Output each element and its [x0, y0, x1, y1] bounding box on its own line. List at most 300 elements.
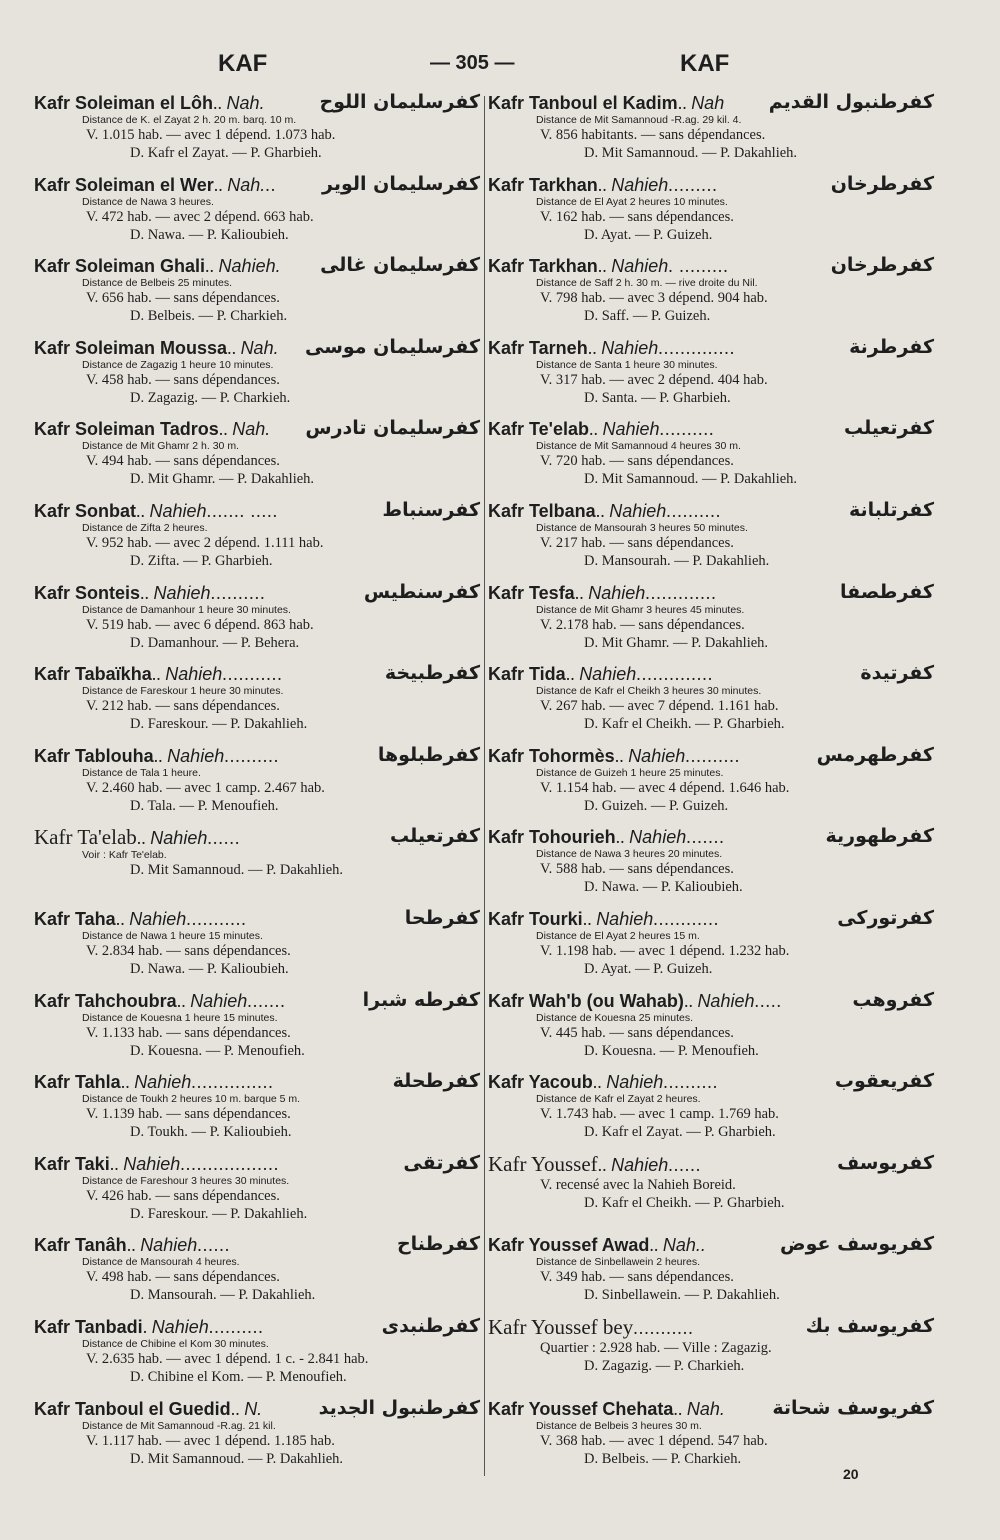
entry-population: V. 720 hab. — sans dépendances. — [540, 453, 734, 470]
leader-dots: ...... — [197, 1235, 231, 1256]
entry-name: Kafr Ta'elab — [34, 827, 137, 850]
entry-population: V. 349 hab. — sans dépendances. — [540, 1269, 734, 1286]
entry-population: V. 656 hab. — sans dépendances. — [86, 290, 280, 307]
entry-distance: Distance de Belbeis 25 minutes. — [82, 277, 232, 290]
left-column — [34, 93, 484, 1480]
arabic-name: كفرطنبول القديم — [768, 93, 934, 113]
entry-heading — [34, 338, 484, 359]
entry-name: Kafr Youssef Awad — [488, 1235, 650, 1256]
entry-heading — [34, 1317, 484, 1338]
entry-type: N. — [244, 1398, 263, 1419]
arabic-name: كفرطرنة — [849, 337, 934, 358]
arabic-name: كفرطه شبرا — [362, 990, 480, 1011]
leader-dots: ........... — [633, 1317, 694, 1338]
entry-population: V. 217 hab. — sans dépendances. — [540, 534, 734, 551]
leader-dots: ....... ..... — [206, 500, 279, 521]
entry-name: Kafr Tohourieh — [488, 827, 616, 848]
entry-type: Nahieh — [609, 500, 667, 521]
entry-separator: .. — [587, 337, 597, 358]
entry-district: D. Ayat. — P. Guizeh. — [584, 226, 713, 243]
entry-district: D. Guizeh. — P. Guizeh. — [584, 797, 729, 814]
entry-heading — [34, 909, 484, 930]
entry-population: V. 2.460 hab. — avec 1 camp. 2.467 hab. — [86, 779, 325, 796]
gazetteer-entry — [488, 419, 938, 501]
entry-separator: .. — [151, 664, 161, 685]
arabic-name: كفرتعيلب — [843, 419, 934, 440]
entry-population: V. 458 hab. — sans dépendances. — [86, 371, 280, 388]
leader-dots: ....... — [686, 827, 725, 848]
entry-heading — [488, 256, 938, 277]
entry-separator: .. — [614, 745, 624, 766]
entry-district: D. Kafr el Zayat. — P. Gharbieh. — [130, 145, 322, 161]
entry-district: D. Santa. — P. Gharbieh. — [584, 389, 731, 406]
entry-population: V. 2.834 hab. — sans dépendances. — [86, 942, 291, 959]
leader-dots: ...... — [668, 1154, 702, 1175]
entry-population: V. 952 hab. — avec 2 dépend. 1.111 hab. — [86, 534, 324, 551]
entry-separator: .. — [218, 419, 228, 440]
entry-district: D. Mit Samannoud. — P. Dakahlieh. — [584, 145, 798, 161]
entry-separator: .. — [565, 664, 575, 685]
entry-separator: .. — [597, 256, 607, 277]
entry-name: Kafr Soleiman el Wer — [34, 174, 214, 195]
entry-population: V. 212 hab. — sans dépendances. — [86, 698, 280, 715]
entry-heading — [34, 419, 484, 440]
entry-type: Nahieh — [151, 1316, 209, 1337]
gazetteer-entry — [488, 175, 938, 257]
entry-type: Nahieh — [134, 1072, 192, 1093]
entry-separator: .. — [136, 828, 146, 849]
gazetteer-entry — [34, 583, 484, 665]
entry-type: Nahieh — [601, 337, 659, 358]
entry-distance: Distance de Saff 2 h. 30 m. — rive droite du Nil. — [536, 277, 758, 290]
gazetteer-entry — [34, 175, 484, 257]
leader-dots: .......... — [666, 500, 722, 521]
leader-dots: ....... — [247, 990, 286, 1011]
entry-distance: Distance de Kafr el Zayat 2 heures. — [536, 1093, 701, 1106]
entry-district: D. Tala. — P. Menoufieh. — [130, 797, 279, 814]
entry-type: Nahieh — [149, 500, 207, 521]
entry-heading — [34, 1154, 484, 1175]
gazetteer-entry — [488, 501, 938, 583]
entry-population: V. 2.178 hab. — sans dépendances. — [540, 616, 745, 633]
arabic-name: كفرتقى — [403, 1153, 480, 1174]
entry-distance: Distance de Kouesna 25 minutes. — [536, 1011, 694, 1024]
entry-type: Nah. — [240, 337, 279, 358]
entry-type: Nah. — [232, 419, 271, 440]
entry-type: Nahieh — [150, 828, 208, 849]
entry-population: V. 1.133 hab. — sans dépendances. — [86, 1024, 291, 1041]
leader-dots: .............. — [636, 664, 714, 685]
gazetteer-entry — [488, 1072, 938, 1154]
entry-distance: Distance de Damanhour 1 heure 30 minutes. — [82, 603, 291, 616]
arabic-name: كفرسليمان اللوح — [319, 93, 480, 113]
entry-population: V. recensé avec la Nahieh Boreid. — [540, 1176, 736, 1193]
entry-type: Nahieh — [602, 419, 660, 440]
entry-heading — [34, 1399, 484, 1420]
entry-district: D. Saff. — P. Guizeh. — [584, 308, 711, 325]
entry-distance: Distance de Mit Ghamr 2 h. 30 m. — [82, 440, 239, 453]
entry-type: Nah — [691, 93, 725, 113]
gazetteer-entry — [34, 93, 484, 175]
leader-dots: ...... — [207, 828, 241, 849]
entry-distance: Distance de Belbeis 3 heures 30 m. — [536, 1419, 702, 1432]
gazetteer-entry — [488, 1317, 938, 1399]
entry-separator: .. — [126, 1235, 136, 1256]
entry-type: Nahieh — [628, 745, 686, 766]
entry-population: V. 588 hab. — sans dépendances. — [540, 861, 734, 878]
entry-population: V. 445 hab. — sans dépendances. — [540, 1024, 734, 1041]
entry-population: V. 1.198 hab. — avec 1 dépend. 1.232 hab. — [540, 942, 790, 959]
entry-separator: . — [142, 1316, 148, 1337]
gazetteer-entry — [488, 583, 938, 665]
entry-distance: Distance de Mansourah 4 heures. — [82, 1256, 240, 1269]
entry-separator: .. — [227, 337, 237, 358]
gazetteer-entry — [34, 256, 484, 338]
entry-heading — [488, 664, 938, 685]
entry-heading — [34, 175, 484, 196]
entry-heading — [34, 93, 484, 114]
entry-population: V. 494 hab. — sans dépendances. — [86, 453, 280, 470]
entry-name: Kafr Tida — [488, 664, 566, 685]
arabic-name: كفريوسف — [837, 1153, 934, 1174]
leader-dots: ............. — [645, 582, 717, 603]
entry-distance: Distance de Nawa 3 heures 20 minutes. — [536, 848, 723, 861]
entry-name: Kafr Tanboul el Guedid — [34, 1398, 231, 1419]
entry-heading — [34, 1072, 484, 1093]
entry-type: Nahieh — [167, 745, 225, 766]
entry-population: V. 1.117 hab. — avec 1 dépend. 1.185 hab. — [86, 1432, 335, 1449]
entry-name: Kafr Soleiman Moussa — [34, 337, 228, 358]
entry-population: V. 1.743 hab. — avec 1 camp. 1.769 hab. — [540, 1106, 779, 1123]
leader-dots: ........... — [222, 664, 283, 685]
entry-name: Kafr Soleiman Tadros — [34, 419, 219, 440]
gazetteer-entry — [34, 827, 484, 909]
entry-separator: .. — [115, 908, 125, 929]
entry-separator: .. — [649, 1235, 659, 1256]
arabic-name: كفرطصفا — [840, 582, 934, 603]
arabic-name: كفرسليمان غالى — [320, 256, 480, 277]
entry-district: D. Kafr el Cheikh. — P. Gharbieh. — [584, 1194, 785, 1211]
gazetteer-entry — [34, 1399, 484, 1481]
entry-type: Nahieh — [129, 908, 187, 929]
arabic-name: كفرسليمان تادرس — [305, 419, 480, 440]
entry-district: D. Nawa. — P. Kalioubieh. — [130, 960, 289, 977]
entry-distance: Distance de Nawa 1 heure 15 minutes. — [82, 929, 263, 942]
entry-name: Kafr Taki — [34, 1153, 110, 1174]
entry-heading — [488, 1317, 938, 1339]
entry-name: Kafr Tanâh — [34, 1235, 127, 1256]
entry-name: Kafr Yacoub — [488, 1072, 593, 1093]
entry-name: Kafr Tourki — [488, 908, 583, 929]
entry-type: Nahieh — [588, 582, 646, 603]
entry-distance: Voir : Kafr Te'elab. — [82, 849, 167, 862]
arabic-name: كفرسنباط — [382, 500, 480, 521]
entry-separator: .. — [673, 1398, 683, 1419]
right-column — [488, 93, 938, 1480]
arabic-name: كفريوسف عوض — [780, 1235, 934, 1256]
entry-district: D. Damanhour. — P. Behera. — [130, 634, 300, 651]
entry-type: Nahieh. — [218, 256, 281, 277]
entry-separator: .. — [140, 582, 150, 603]
arabic-name: كفرطنبدى — [381, 1316, 480, 1337]
leader-dots: .......... — [208, 1316, 264, 1337]
entry-name: Kafr Tanboul el Kadim — [488, 93, 678, 113]
entry-heading — [488, 93, 938, 114]
entry-separator: .. — [120, 1072, 130, 1093]
leader-dots: .. — [265, 174, 277, 195]
entry-population: V. 162 hab. — sans dépendances. — [540, 208, 734, 225]
entry-type: Nahieh — [190, 990, 248, 1011]
entry-name: Kafr Tarkhan — [488, 256, 598, 277]
entry-district: D. Chibine el Kom. — P. Menoufieh. — [130, 1368, 347, 1385]
arabic-name: كفروهب — [852, 990, 934, 1011]
gazetteer-entry — [34, 501, 484, 583]
entry-population: V. 368 hab. — avec 1 dépend. 547 hab. — [540, 1432, 768, 1449]
entry-separator: .. — [592, 1072, 602, 1093]
entry-district: D. Kafr el Zayat. — P. Gharbieh. — [584, 1124, 776, 1141]
gazetteer-entry — [488, 827, 938, 909]
entry-type: Nah. — [226, 93, 265, 113]
entry-heading — [34, 1235, 484, 1256]
arabic-name: كفرطبيخة — [384, 664, 480, 685]
entry-separator: .. — [176, 990, 186, 1011]
entry-separator: .. — [582, 908, 592, 929]
entry-type: Nahieh — [606, 1072, 664, 1093]
entry-name: Kafr Te'elab — [488, 419, 589, 440]
entry-population: V. 1.154 hab. — avec 4 dépend. 1.646 hab. — [540, 779, 790, 796]
entry-district: D. Kouesna. — P. Menoufieh. — [130, 1042, 305, 1059]
signature-mark: 20 — [843, 1466, 859, 1482]
entry-distance: Distance de El Ayat 2 heures 15 m. — [536, 929, 700, 942]
entry-separator: .. — [213, 93, 223, 113]
entry-type: Nahieh — [596, 908, 654, 929]
entry-name: Kafr Telbana — [488, 500, 596, 521]
leader-dots: . ......... — [668, 256, 729, 277]
entry-type: Nahieh — [165, 664, 223, 685]
arabic-name: كفرطحلة — [392, 1072, 480, 1093]
entry-heading — [488, 501, 938, 522]
entry-heading — [488, 419, 938, 440]
entry-separator: .. — [109, 1153, 119, 1174]
arabic-name: كفرسليمان موسى — [304, 337, 480, 358]
entry-population: V. 798 hab. — avec 3 dépend. 904 hab. — [540, 290, 768, 307]
entry-separator: .. — [205, 256, 215, 277]
entry-name: Kafr Wah'b (ou Wahab) — [488, 990, 684, 1011]
entry-heading — [488, 1072, 938, 1093]
entry-district: D. Zagazig. — P. Charkieh. — [584, 1357, 745, 1374]
entry-district: D. Kouesna. — P. Menoufieh. — [584, 1042, 759, 1059]
entry-type: Nahieh — [153, 582, 211, 603]
entry-type: Nahieh — [611, 174, 669, 195]
entry-distance: Distance de K. el Zayat 2 h. 20 m. barq. 10 m. — [82, 114, 297, 126]
entry-population: V. 2.635 hab. — avec 1 dépend. 1 c. - 2.841 hab. — [86, 1350, 369, 1367]
entry-population: V. 267 hab. — avec 7 dépend. 1.161 hab. — [540, 698, 779, 715]
leader-dots: ..... — [754, 990, 782, 1011]
leader-dots: .......... — [224, 745, 280, 766]
gazetteer-entry — [34, 1154, 484, 1236]
gazetteer-entry — [488, 338, 938, 420]
entry-separator: .. — [213, 174, 223, 195]
arabic-name: كفرطبلوها — [377, 745, 480, 766]
gazetteer-entry — [34, 1235, 484, 1317]
column-divider — [484, 96, 485, 1476]
entry-distance: Distance de Mit Samannoud -R.ag. 29 kil. 4. — [536, 114, 742, 126]
gazetteer-entry — [34, 338, 484, 420]
entry-name: Kafr Sonbat — [34, 500, 137, 521]
gazetteer-entry — [488, 746, 938, 828]
entry-type: Nahieh — [123, 1153, 181, 1174]
entry-type: Nahieh — [611, 256, 669, 277]
entry-separator: .. — [230, 1398, 240, 1419]
arabic-name: كفرسليمان الوير — [322, 174, 480, 195]
entry-name: Kafr Youssef — [488, 1153, 598, 1176]
entry-name: Kafr Tahchoubra — [34, 990, 177, 1011]
entry-district: D. Belbeis. — P. Charkieh. — [130, 308, 288, 325]
entry-distance: Distance de Tala 1 heure. — [82, 766, 201, 779]
entry-name: Kafr Tarkhan — [488, 174, 598, 195]
entry-distance: Distance de Fareshour 3 heures 30 minutes. — [82, 1174, 290, 1187]
arabic-name: كفرتوركى — [837, 908, 934, 929]
arabic-name: كفرتيدة — [860, 664, 934, 685]
leader-dots: .......... — [659, 419, 715, 440]
entry-population: Quartier : 2.928 hab. — Ville : Zagazig. — [540, 1339, 772, 1356]
entry-district: D. Mit Samannoud. — P. Dakahlieh. — [584, 471, 798, 488]
entry-distance: Distance de Sinbellawein 2 heures. — [536, 1256, 701, 1269]
entry-name: Kafr Soleiman el Lôh — [34, 93, 214, 113]
arabic-name: كفرتعيلب — [389, 827, 480, 848]
gazetteer-entry — [488, 664, 938, 746]
entry-type: Nahieh — [629, 827, 687, 848]
entry-population: V. 426 hab. — sans dépendances. — [86, 1187, 280, 1204]
entry-heading — [488, 1235, 938, 1256]
entry-distance: Distance de Guizeh 1 heure 25 minutes. — [536, 766, 724, 779]
entry-district: D. Fareskour. — P. Dakahlieh. — [130, 716, 308, 733]
entry-distance: Distance de El Ayat 2 heures 10 minutes. — [536, 195, 728, 208]
entry-heading — [488, 909, 938, 930]
entry-distance: Distance de Kouesna 1 heure 15 minutes. — [82, 1011, 278, 1024]
entry-district: D. Mit Ghamr. — P. Dakahlieh. — [130, 471, 315, 488]
entry-heading — [34, 827, 484, 849]
gazetteer-entry — [34, 746, 484, 828]
entry-distance: Distance de Santa 1 heure 30 minutes. — [536, 358, 718, 371]
entry-type: Nahieh — [611, 1154, 669, 1175]
entry-distance: Distance de Nawa 3 heures. — [82, 195, 214, 208]
entry-name: Kafr Sonteis — [34, 582, 141, 603]
arabic-name: كفريعقوب — [834, 1072, 934, 1093]
arabic-name: كفرتلبانة — [849, 500, 934, 521]
leader-dots: .......... — [685, 745, 741, 766]
arabic-name: كفريوسف بك — [805, 1316, 934, 1337]
entry-heading — [488, 827, 938, 848]
entry-district: D. Ayat. — P. Guizeh. — [584, 960, 713, 977]
entry-district: D. Zifta. — P. Gharbieh. — [130, 552, 273, 569]
leader-dots: .................. — [180, 1153, 280, 1174]
entry-district: D. Kafr el Cheikh. — P. Gharbieh. — [584, 716, 785, 733]
entry-type: Nah. — [686, 1398, 725, 1419]
entry-district: D. Fareskour. — P. Dakahlieh. — [130, 1205, 308, 1222]
running-head-left: KAF — [218, 50, 268, 77]
entry-name: Kafr Tohormès — [488, 745, 615, 766]
gazetteer-entry — [488, 1399, 938, 1481]
entry-distance: Distance de Fareskour 1 heure 30 minutes. — [82, 685, 284, 698]
leader-dots: ........... — [186, 908, 247, 929]
entry-heading — [34, 664, 484, 685]
gazetteer-entry — [488, 1235, 938, 1317]
leader-dots: .......... — [210, 582, 266, 603]
entry-name: Kafr Tablouha — [34, 745, 154, 766]
entry-district: D. Mit Ghamr. — P. Dakahlieh. — [584, 634, 769, 651]
entry-name: Kafr Tanbadi — [34, 1316, 143, 1337]
gazetteer-entry — [34, 909, 484, 991]
entry-distance: Distance de Zagazig 1 heure 10 minutes. — [82, 358, 274, 371]
gazetteer-entry — [34, 1317, 484, 1399]
entry-separator: .. — [153, 745, 163, 766]
entry-heading — [488, 1399, 938, 1420]
entry-population: V. 498 hab. — sans dépendances. — [86, 1269, 280, 1286]
gazetteer-entry — [488, 93, 938, 175]
entry-separator: .. — [597, 1154, 607, 1175]
arabic-name: كفرطحا — [404, 908, 480, 929]
arabic-name: كفرطنبول الجديد — [318, 1398, 480, 1419]
entry-heading — [34, 256, 484, 277]
entry-type: Nahieh — [579, 664, 637, 685]
entry-heading — [488, 746, 938, 767]
entry-population: V. 519 hab. — avec 6 dépend. 863 hab. — [86, 616, 314, 633]
arabic-name: كفريوسف شحاتة — [772, 1398, 934, 1419]
entry-heading — [34, 991, 484, 1012]
entry-heading — [488, 1154, 938, 1176]
gazetteer-entry — [488, 909, 938, 991]
entry-separator: .. — [595, 500, 605, 521]
entry-type: Nahieh — [697, 990, 755, 1011]
entry-distance: Distance de Chibine el Kom 30 minutes. — [82, 1337, 269, 1350]
entry-heading — [488, 338, 938, 359]
leader-dots: ............ — [653, 908, 720, 929]
entry-separator: .. — [683, 990, 693, 1011]
entry-district: D. Mansourah. — P. Dakahlieh. — [130, 1287, 316, 1304]
running-head-right: KAF — [680, 50, 730, 77]
entry-heading — [34, 583, 484, 604]
entry-type: Nahieh — [140, 1235, 198, 1256]
entry-distance: Distance de Toukh 2 heures 10 m. barque 5 m. — [82, 1093, 301, 1106]
arabic-name: كفرطهورية — [825, 827, 934, 848]
entry-name: Kafr Taha — [34, 908, 116, 929]
entry-district: D. Mansourah. — P. Dakahlieh. — [584, 552, 770, 569]
gazetteer-entry — [34, 419, 484, 501]
entry-name: Kafr Tarneh — [488, 337, 588, 358]
entry-district: D. Toukh. — P. Kalioubieh. — [130, 1124, 292, 1141]
entry-distance: Distance de Mit Ghamr 3 heures 45 minutes. — [536, 603, 745, 616]
entry-distance: Distance de Mit Samannoud 4 heures 30 m. — [536, 440, 741, 453]
arabic-name: كفرطهرمس — [816, 745, 934, 766]
entry-separator: .. — [597, 174, 607, 195]
entry-heading — [488, 583, 938, 604]
entry-type: Nah. — [227, 174, 266, 195]
entry-distance: Distance de Mansourah 3 heures 50 minutes. — [536, 521, 748, 534]
entry-population: V. 856 habitants. — sans dépendances. — [540, 127, 766, 143]
entry-district: D. Nawa. — P. Kalioubieh. — [584, 879, 743, 896]
entry-separator: .. — [136, 500, 146, 521]
entry-district: D. Mit Samannoud. — P. Dakahlieh. — [130, 1450, 344, 1467]
entry-name: Kafr Soleiman Ghali — [34, 256, 206, 277]
arabic-name: كفرطرخان — [830, 256, 934, 277]
entry-distance: Distance de Kafr el Cheikh 3 heures 30 minutes. — [536, 685, 762, 698]
gazetteer-entry — [488, 991, 938, 1073]
entry-separator: .. — [588, 419, 598, 440]
entry-name: Kafr Tesfa — [488, 582, 575, 603]
gazetteer-entry — [34, 1072, 484, 1154]
entry-heading — [34, 501, 484, 522]
